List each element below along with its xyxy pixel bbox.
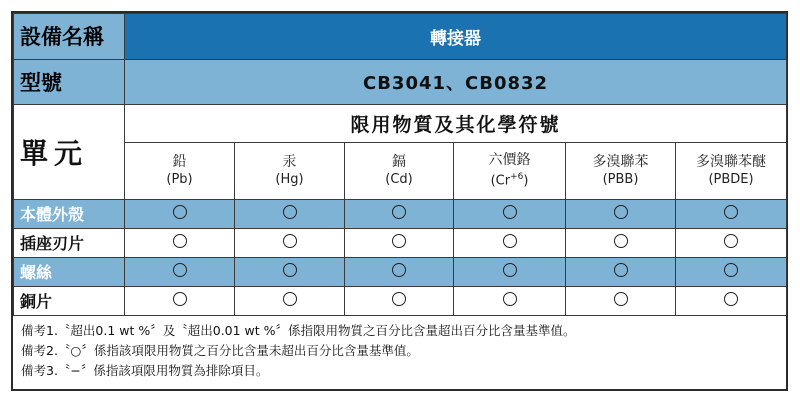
circle-mark-icon (503, 292, 517, 306)
device-name-value: 轉接器 (125, 14, 787, 60)
note-3: 備考3.〝−〞係指該項限用物質為排除項目。 (21, 363, 269, 378)
model-value: CB3041、CB0832 (125, 59, 787, 105)
mark-cell (345, 228, 454, 257)
mark-cell (676, 257, 787, 286)
substance-symbol: (PBDE) (708, 171, 754, 187)
circle-mark-icon (724, 292, 738, 306)
circle-mark-icon (283, 205, 297, 219)
table-row (14, 228, 787, 257)
mark-cell (345, 199, 454, 228)
mark-cell (566, 228, 676, 257)
circle-mark-icon (503, 234, 517, 248)
circle-mark-icon (173, 234, 187, 248)
circle-mark-icon (283, 292, 297, 306)
substance-symbol: (Hg) (275, 171, 304, 187)
mark-cell (566, 257, 676, 286)
substance-header-pbde (676, 142, 787, 199)
device-name-label: 設備名稱 (14, 14, 125, 60)
unit-label: 單元 (14, 105, 125, 199)
circle-mark-icon (614, 292, 628, 306)
mark-cell (454, 286, 566, 315)
circle-mark-icon (173, 205, 187, 219)
mark-cell (125, 286, 235, 315)
mark-cell (345, 257, 454, 286)
substance-header-pb (125, 142, 235, 199)
circle-mark-icon (614, 234, 628, 248)
notes-section (21, 321, 781, 381)
circle-mark-icon (392, 205, 406, 219)
circle-mark-icon (724, 263, 738, 277)
substance-header-cr6 (454, 142, 566, 199)
circle-mark-icon (724, 205, 738, 219)
mark-cell (235, 228, 345, 257)
substance-name: 多溴聯苯醚 (696, 153, 767, 170)
substance-symbol: (Cd) (385, 171, 413, 187)
mark-cell (125, 199, 235, 228)
substance-symbol: $(Cr^{+6})$ (490, 172, 529, 189)
model-label: 型號 (14, 59, 125, 105)
mark-cell (566, 199, 676, 228)
mark-cell (345, 286, 454, 315)
substance-symbol: (Pb) (166, 171, 193, 187)
circle-mark-icon (173, 292, 187, 306)
table-row (14, 257, 787, 286)
circle-mark-icon (173, 263, 187, 277)
mark-cell (454, 199, 566, 228)
substance-name: 六價鉻 (488, 152, 531, 169)
circle-mark-icon (503, 263, 517, 277)
circle-mark-icon (614, 263, 628, 277)
mark-cell (676, 228, 787, 257)
row-unit-name: 插座刃片 (14, 228, 125, 257)
mark-cell (125, 257, 235, 286)
circle-mark-icon (614, 205, 628, 219)
note-2: 備考2.〝○〞係指該項限用物質之百分比含量未超出百分比含量基準值。 (21, 343, 419, 358)
substance-name: 汞 (282, 153, 297, 170)
mark-cell (235, 286, 345, 315)
circle-mark-icon (283, 234, 297, 248)
restricted-substances-table (13, 13, 787, 316)
table-row (14, 199, 787, 228)
row-unit-name: 銅片 (14, 286, 125, 315)
rohs-table-container (11, 11, 788, 391)
substance-name: 鉛 (172, 153, 187, 170)
mark-cell (454, 228, 566, 257)
circle-mark-icon (392, 263, 406, 277)
substance-header-hg (235, 142, 345, 199)
table-row (14, 286, 787, 315)
row-unit-name: 本體外殼 (14, 199, 125, 228)
substance-name: 多溴聯苯 (592, 153, 649, 170)
note-1: 備考1.〝超出0.1 wt %〞及〝超出0.01 wt %〞係指限用物質之百分比含量超出百分比含量基準值。 (21, 323, 576, 338)
substances-title: 限用物質及其化學符號 (125, 105, 787, 142)
substance-symbol: (PBB) (602, 171, 639, 187)
circle-mark-icon (283, 263, 297, 277)
row-unit-name: 螺絲 (14, 257, 125, 286)
substance-name: 鎘 (392, 153, 406, 170)
mark-cell (676, 199, 787, 228)
mark-cell (125, 228, 235, 257)
circle-mark-icon (503, 205, 517, 219)
mark-cell (566, 286, 676, 315)
circle-mark-icon (392, 234, 406, 248)
mark-cell (235, 199, 345, 228)
mark-cell (676, 286, 787, 315)
mark-cell (235, 257, 345, 286)
substance-header-pbb (566, 142, 676, 199)
mark-cell (454, 257, 566, 286)
circle-mark-icon (724, 234, 738, 248)
substance-header-cd (345, 142, 454, 199)
circle-mark-icon (392, 292, 406, 306)
